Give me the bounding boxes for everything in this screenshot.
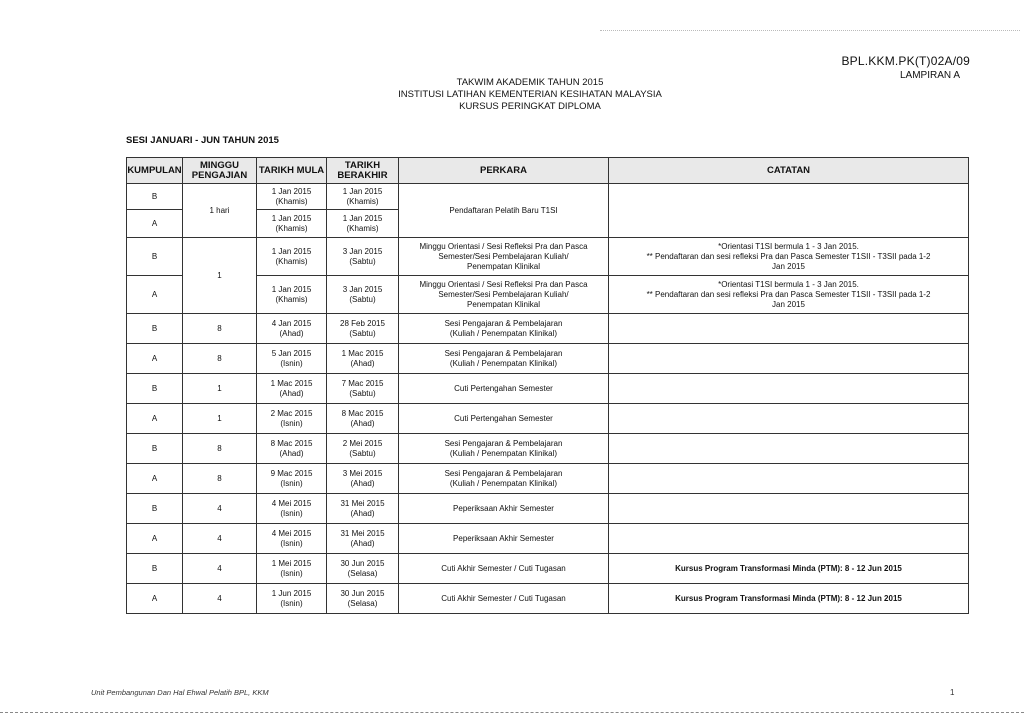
col-header-kumpulan: KUMPULAN — [127, 158, 183, 184]
cell-perkara: Cuti Akhir Semester / Cuti Tugasan — [399, 584, 609, 614]
cell-akhir: 8 Mac 2015 (Ahad) — [327, 404, 399, 434]
cell-akhir: 3 Jan 2015 (Sabtu) — [327, 276, 399, 314]
cell-kumpulan: A — [127, 464, 183, 494]
cell-minggu: 8 — [183, 464, 257, 494]
cell-akhir: 7 Mac 2015 (Sabtu) — [327, 374, 399, 404]
cell-perkara: Pendaftaran Pelatih Baru T1SI — [399, 184, 609, 238]
attachment-label: LAMPIRAN A — [899, 70, 960, 81]
cell-minggu: 4 — [183, 584, 257, 614]
cell-mula: 1 Mac 2015 (Ahad) — [257, 374, 327, 404]
cell-minggu: 4 — [183, 494, 257, 524]
title-line: INSTITUSI LATIHAN KEMENTERIAN KESIHATAN MALAYSIA — [398, 89, 662, 100]
scan-noise-top — [600, 30, 1020, 32]
cell-kumpulan: B — [127, 314, 183, 344]
cell-akhir: 1 Jan 2015 (Khamis) — [327, 210, 399, 238]
title-line: TAKWIM AKADEMIK TAHUN 2015 — [456, 77, 604, 88]
col-header-catatan: CATATAN — [609, 158, 969, 184]
cell-perkara: Sesi Pengajaran & Pembelajaran (Kuliah / Penempatan Klinikal) — [399, 434, 609, 464]
col-header-berakhir: TARIKH BERAKHIR — [327, 158, 399, 184]
cell-akhir: 28 Feb 2015 (Sabtu) — [327, 314, 399, 344]
page-number: 1 — [950, 688, 955, 697]
cell-catatan: Kursus Program Transformasi Minda (PTM): 8 - 12 Jun 2015 — [609, 554, 969, 584]
cell-catatan: *Orientasi T1SI bermula 1 - 3 Jan 2015. ** Pendaftaran dan sesi refleksi Pra dan Pasca Semester T1SII - T3SII pada 1-2 Jan 2015 — [609, 238, 969, 276]
cell-mula: 5 Jan 2015 (Isnin) — [257, 344, 327, 374]
table-row — [127, 238, 969, 276]
cell-kumpulan: A — [127, 404, 183, 434]
scan-noise-bottom — [0, 712, 1024, 714]
cell-minggu: 8 — [183, 434, 257, 464]
table-row — [127, 314, 969, 344]
cell-minggu: 1 hari — [183, 184, 257, 238]
cell-kumpulan: B — [127, 434, 183, 464]
cell-minggu: 1 — [183, 238, 257, 314]
cell-akhir: 30 Jun 2015 (Selasa) — [327, 584, 399, 614]
cell-akhir: 31 Mei 2015 (Ahad) — [327, 524, 399, 554]
col-header-perkara: PERKARA — [399, 158, 609, 184]
cell-catatan — [609, 464, 969, 494]
cell-minggu: 1 — [183, 404, 257, 434]
cell-mula: 1 Jan 2015 (Khamis) — [257, 210, 327, 238]
table-row — [127, 434, 969, 464]
cell-kumpulan: B — [127, 374, 183, 404]
cell-akhir: 2 Mei 2015 (Sabtu) — [327, 434, 399, 464]
cell-minggu: 4 — [183, 524, 257, 554]
cell-minggu: 8 — [183, 344, 257, 374]
table-row — [127, 344, 969, 374]
cell-akhir: 1 Jan 2015 (Khamis) — [327, 184, 399, 210]
cell-mula: 4 Jan 2015 (Ahad) — [257, 314, 327, 344]
cell-perkara: Cuti Akhir Semester / Cuti Tugasan — [399, 554, 609, 584]
cell-mula: 9 Mac 2015 (Isnin) — [257, 464, 327, 494]
cell-akhir: 3 Mei 2015 (Ahad) — [327, 464, 399, 494]
cell-mula: 1 Jan 2015 (Khamis) — [257, 238, 327, 276]
cell-kumpulan: B — [127, 184, 183, 210]
cell-kumpulan: A — [127, 584, 183, 614]
col-header-mula: TARIKH MULA — [257, 158, 327, 184]
cell-minggu: 8 — [183, 314, 257, 344]
cell-kumpulan: A — [127, 276, 183, 314]
table-row — [127, 554, 969, 584]
reference-code: BPL.KKM.PK(T)02A/09 — [841, 54, 970, 68]
cell-catatan — [609, 184, 969, 238]
cell-mula: 8 Mac 2015 (Ahad) — [257, 434, 327, 464]
cell-perkara: Peperiksaan Akhir Semester — [399, 494, 609, 524]
cell-catatan: *Orientasi T1SI bermula 1 - 3 Jan 2015. ** Pendaftaran dan sesi refleksi Pra dan Pasca Semester T1SII - T3SII pada 1-2 Jan 2015 — [609, 276, 969, 314]
cell-catatan: Kursus Program Transformasi Minda (PTM): 8 - 12 Jun 2015 — [609, 584, 969, 614]
calendar-table — [126, 157, 969, 614]
cell-mula: 1 Mei 2015 (Isnin) — [257, 554, 327, 584]
table-row — [127, 524, 969, 554]
cell-catatan — [609, 524, 969, 554]
cell-catatan — [609, 434, 969, 464]
cell-perkara: Sesi Pengajaran & Pembelajaran (Kuliah / Penempatan Klinikal) — [399, 464, 609, 494]
table-row — [127, 184, 969, 210]
cell-perkara: Sesi Pengajaran & Pembelajaran (Kuliah / Penempatan Klinikal) — [399, 314, 609, 344]
cell-kumpulan: A — [127, 344, 183, 374]
cell-kumpulan: B — [127, 554, 183, 584]
cell-minggu: 4 — [183, 554, 257, 584]
cell-catatan — [609, 404, 969, 434]
cell-kumpulan: A — [127, 210, 183, 238]
cell-mula: 1 Jun 2015 (Isnin) — [257, 584, 327, 614]
cell-catatan — [609, 314, 969, 344]
cell-catatan — [609, 494, 969, 524]
title-line: KURSUS PERINGKAT DIPLOMA — [459, 101, 601, 112]
table-row — [127, 464, 969, 494]
col-header-minggu: MINGGU PENGAJIAN — [183, 158, 257, 184]
cell-perkara: Minggu Orientasi / Sesi Refleksi Pra dan Pasca Semester/Sesi Pembelajaran Kuliah/ Penempatan Klinikal — [399, 276, 609, 314]
footer-unit: Unit Pembangunan Dan Hal Ehwal Pelatih BPL, KKM — [91, 688, 269, 697]
cell-kumpulan: A — [127, 524, 183, 554]
cell-akhir: 30 Jun 2015 (Selasa) — [327, 554, 399, 584]
cell-akhir: 1 Mac 2015 (Ahad) — [327, 344, 399, 374]
table-row — [127, 374, 969, 404]
cell-mula: 1 Jan 2015 (Khamis) — [257, 276, 327, 314]
table-row — [127, 494, 969, 524]
cell-akhir: 31 Mei 2015 (Ahad) — [327, 494, 399, 524]
table-row — [127, 584, 969, 614]
cell-kumpulan: B — [127, 494, 183, 524]
table-header-row — [127, 158, 969, 184]
session-label: SESI JANUARI - JUN TAHUN 2015 — [126, 135, 279, 146]
cell-perkara: Cuti Pertengahan Semester — [399, 374, 609, 404]
cell-perkara: Sesi Pengajaran & Pembelajaran (Kuliah / Penempatan Klinikal) — [399, 344, 609, 374]
cell-akhir: 3 Jan 2015 (Sabtu) — [327, 238, 399, 276]
cell-perkara: Peperiksaan Akhir Semester — [399, 524, 609, 554]
cell-mula: 4 Mei 2015 (Isnin) — [257, 524, 327, 554]
cell-perkara: Cuti Pertengahan Semester — [399, 404, 609, 434]
cell-mula: 4 Mei 2015 (Isnin) — [257, 494, 327, 524]
cell-catatan — [609, 374, 969, 404]
cell-mula: 1 Jan 2015 (Khamis) — [257, 184, 327, 210]
cell-minggu: 1 — [183, 374, 257, 404]
cell-mula: 2 Mac 2015 (Isnin) — [257, 404, 327, 434]
document-title — [300, 77, 760, 113]
table-row — [127, 404, 969, 434]
cell-kumpulan: B — [127, 238, 183, 276]
cell-perkara: Minggu Orientasi / Sesi Refleksi Pra dan Pasca Semester/Sesi Pembelajaran Kuliah/ Penempatan Klinikal — [399, 238, 609, 276]
cell-catatan — [609, 344, 969, 374]
